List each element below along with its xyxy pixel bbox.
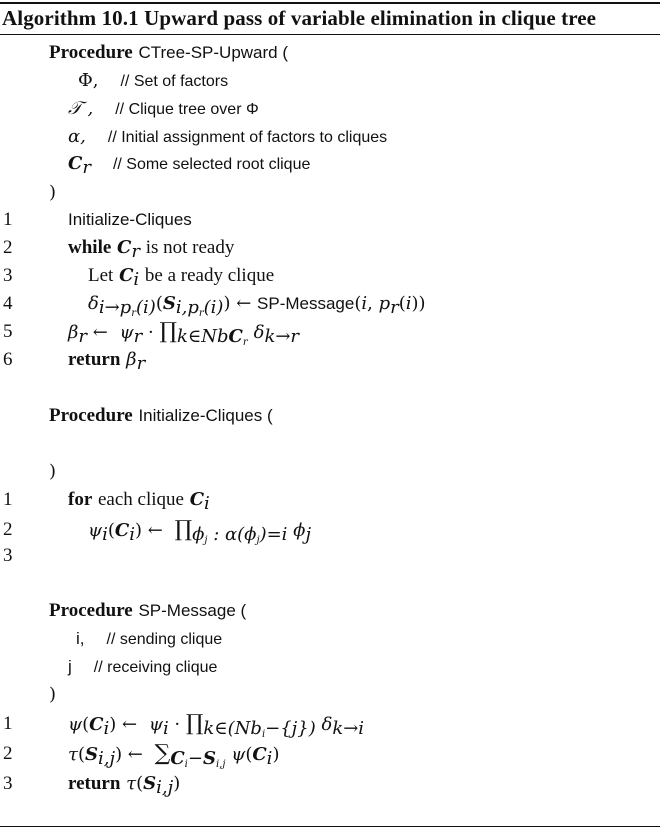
proc1-param-root: $C_r$ // Some selected root clique (68, 153, 311, 178)
procedure-keyword: Procedure (49, 600, 133, 621)
proc3-close: ) (49, 684, 57, 705)
line-number: 3 (3, 773, 13, 794)
proc3-header (49, 600, 246, 622)
param-symbol: j (68, 657, 72, 676)
line-number: 2 (3, 743, 13, 764)
param-symbol: 𝒯 , (68, 98, 94, 119)
proc1-line5: $\beta_r$ ← $\psi_r$ · $\prod_{k\in NbC_r}$ $\delta_{k\to r}$ (68, 319, 300, 348)
param-comment: // Some selected root clique (112, 156, 311, 173)
param-symbol: i, (76, 629, 85, 648)
proc2-line2: $\psi_i(C_i)$ ← $\prod_{\phi_j : \alpha(\phi_j)=i}$ $\phi_j$ (88, 517, 312, 546)
proc1-param-tree (68, 98, 259, 121)
proc3-line3: return $\tau(S_{i,j})$ (68, 773, 181, 798)
proc3-line1: $\psi(C_i)$ ← $\psi_i$ · $\prod_{k\in(Nb_i-\{j\})}$ $\delta_{k\to i}$ (68, 711, 365, 740)
bottom-rule (0, 826, 660, 827)
line-number: 5 (3, 321, 13, 342)
line-number: 4 (3, 293, 13, 314)
param-comment: // sending clique (106, 631, 223, 648)
proc3-line2: $\tau(S_{i,j})$ ← $\sum_{C_i-S_{i,j}}$ $\psi(C_i)$ (68, 741, 280, 770)
proc1-close: ) (49, 182, 57, 203)
proc3-param-i (76, 628, 222, 651)
proc3-param-j (68, 656, 217, 679)
proc1-name: CTree-SP-Upward ( (138, 43, 289, 62)
param-comment: // Initial assignment of factors to cliques (107, 129, 388, 146)
line-number: 2 (3, 519, 13, 540)
proc1-line6: return $\beta_r$ (68, 349, 146, 374)
proc1-line3: Let $C_i$ be a ready clique (88, 265, 275, 290)
proc2-close: ) (49, 461, 57, 482)
param-symbol: Φ, (78, 70, 99, 91)
proc1-line4: $\delta_{i\to p_r(i)}(S_{i,p_r(i)})$ ← SP-Message(i, $p_r(i)$) (88, 293, 426, 319)
proc2-line1: for each clique $C_i$ (68, 489, 210, 514)
param-comment: // Set of factors (120, 73, 229, 90)
top-rule (0, 2, 660, 4)
proc2-name: Initialize-Cliques ( (138, 406, 273, 425)
proc1-header (49, 42, 288, 64)
line-number: 3 (3, 265, 13, 286)
line-number: 2 (3, 237, 13, 258)
line-number: 1 (3, 209, 13, 230)
proc1-line1: Initialize-Cliques (68, 210, 192, 229)
procedure-keyword: Procedure (49, 42, 133, 63)
param-symbol: C (68, 153, 83, 174)
proc1-param-alpha (68, 126, 387, 149)
proc2-header (49, 405, 273, 427)
param-comment: // Clique tree over Φ (115, 101, 259, 118)
proc1-param-factors (78, 70, 228, 93)
line-number: 1 (3, 489, 13, 510)
line-number: 3 (3, 545, 13, 566)
title-rule (0, 34, 660, 35)
line-number: 1 (3, 713, 13, 734)
param-comment: // receiving clique (93, 659, 218, 676)
algorithm-title: Algorithm 10.1 Upward pass of variable elimination in clique tree (2, 6, 597, 30)
line-number: 6 (3, 349, 13, 370)
proc1-line2: while $C_r$ is not ready (68, 237, 235, 262)
procedure-keyword: Procedure (49, 405, 133, 426)
proc3-name: SP-Message ( (138, 601, 247, 620)
param-symbol: α, (68, 126, 86, 147)
